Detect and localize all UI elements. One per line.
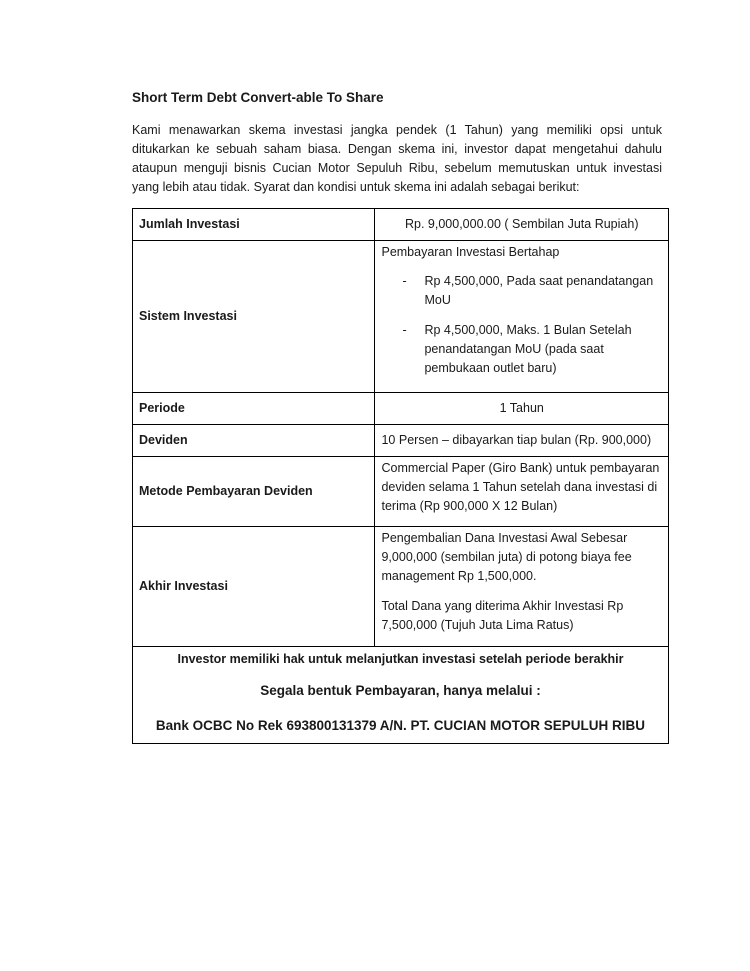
- row-akhir-investasi: [133, 527, 669, 647]
- row-jumlah-investasi: [133, 209, 669, 241]
- value-akhir-investasi: [375, 527, 669, 647]
- footer-bank-account: Bank OCBC No Rek 693800131379 A/N. PT. CUCIAN MOTOR SEPULUH RIBU: [155, 718, 646, 733]
- row-sistem-investasi: [133, 241, 669, 393]
- label-sistem-investasi: Sistem Investasi: [133, 241, 375, 393]
- dash-bullet: -: [402, 323, 407, 337]
- dash-bullet: -: [402, 274, 407, 288]
- sistem-heading: Pembayaran Investasi Bertahap: [381, 245, 560, 259]
- list-item: [381, 321, 662, 378]
- value-metode-pembayaran: Commercial Paper (Giro Bank) untuk pembayaran deviden selama 1 Tahun setelah dana investasi di terima (Rp 900,000 X 12 Bulan): [375, 457, 669, 527]
- value-deviden: 10 Persen – dibayarkan tiap bulan (Rp. 900,000): [375, 425, 669, 457]
- row-footer: [133, 647, 669, 744]
- akhir-paragraph-1: Pengembalian Dana Investasi Awal Sebesar 9,000,000 (sembilan juta) di potong biaya fee management Rp 1,500,000.: [381, 531, 632, 583]
- row-periode: [133, 393, 669, 425]
- list-item: [381, 272, 662, 310]
- label-akhir-investasi: Akhir Investasi: [133, 527, 375, 647]
- akhir-paragraph-2: Total Dana yang diterima Akhir Investasi Rp 7,500,000 (Tujuh Juta Lima Ratus): [381, 599, 624, 632]
- row-metode-pembayaran: [133, 457, 669, 527]
- footer-cell: [133, 647, 669, 744]
- footer-payment-heading: Segala bentuk Pembayaran, hanya melalui :: [260, 683, 541, 698]
- value-sistem-investasi: [375, 241, 669, 393]
- list-item-text: Rp 4,500,000, Maks. 1 Bulan Setelah penandatangan MoU (pada saat pembukaan outlet baru): [424, 323, 632, 375]
- value-periode: 1 Tahun: [375, 393, 669, 425]
- row-deviden: [133, 425, 669, 457]
- label-deviden: Deviden: [133, 425, 375, 457]
- document-title: Short Term Debt Convert-able To Share: [132, 90, 384, 105]
- label-jumlah-investasi: Jumlah Investasi: [133, 209, 375, 241]
- label-periode: Periode: [133, 393, 375, 425]
- terms-table: [132, 208, 669, 744]
- intro-paragraph: Kami menawarkan skema investasi jangka pendek (1 Tahun) yang memiliki opsi untuk ditukarkan ke sebuah saham biasa. Dengan skema ini, investor dapat mengetahui dahulu ataupun menguji bisnis Cucian Motor Sepuluh Ribu, sebelum memutuskan untuk investasi yang lebih atau tidak. Syarat dan kondisi untuk skema ini adalah sebagai berikut:: [132, 123, 662, 194]
- list-item-text: Rp 4,500,000, Pada saat penandatangan MoU: [424, 274, 654, 307]
- footer-rights-note: Investor memiliki hak untuk melanjutkan investasi setelah periode berakhir: [177, 652, 624, 666]
- label-metode-pembayaran: Metode Pembayaran Deviden: [133, 457, 375, 527]
- sistem-list: [381, 272, 662, 378]
- value-jumlah-investasi: Rp. 9,000,000.00 ( Sembilan Juta Rupiah): [375, 209, 669, 241]
